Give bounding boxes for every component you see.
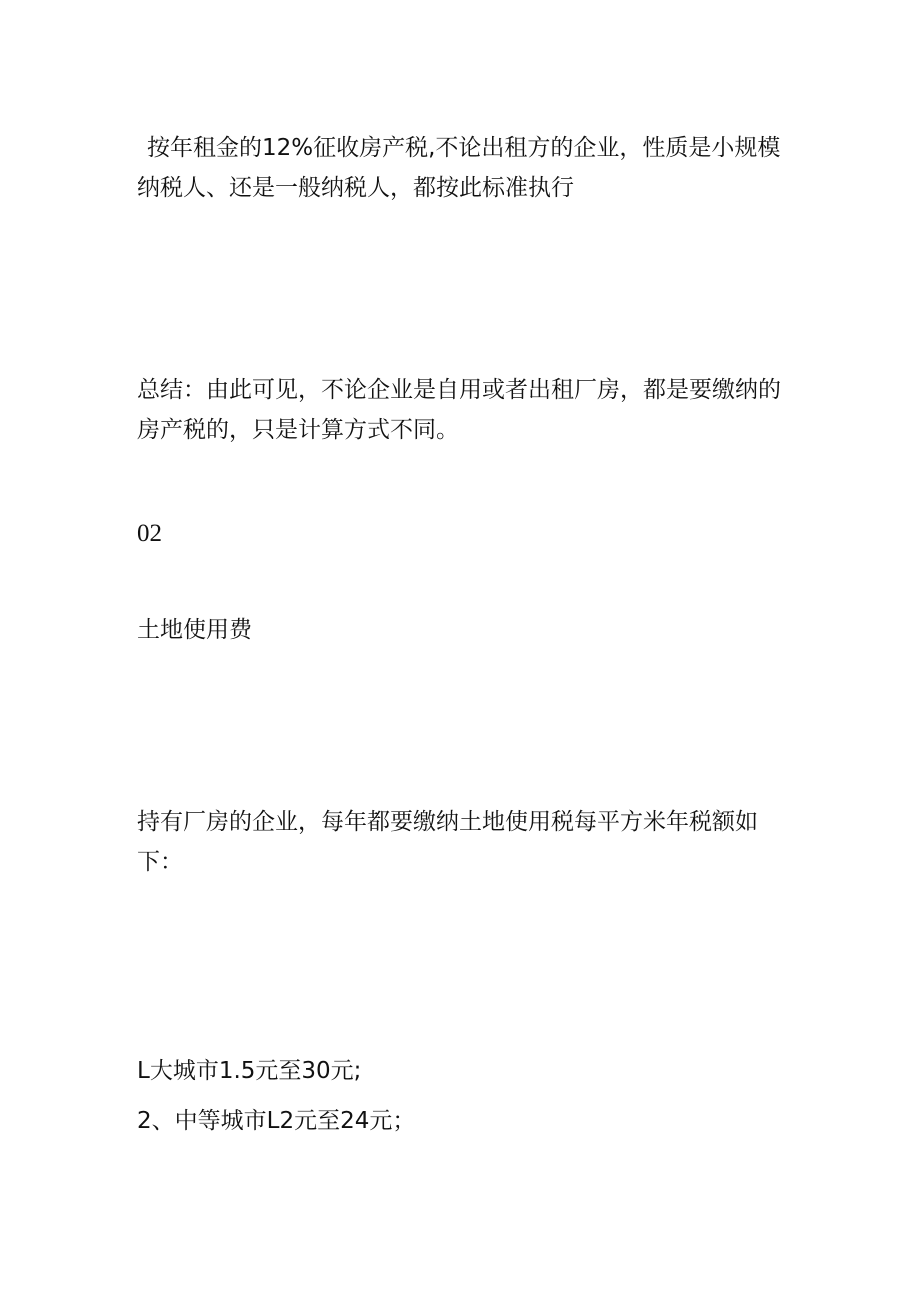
- section-title: 土地使用费: [137, 617, 252, 643]
- paragraph-land-use-tax: 持有厂房的企业，每年都要缴纳土地使用税每平方米年税额如下：: [137, 809, 758, 875]
- paragraph-summary: 总结：由此可见，不论企业是自用或者出租厂房，都是要缴纳的房产税的，只是计算方式不同。: [137, 377, 781, 443]
- list-item: 2、中等城市L2元至24元；: [137, 1108, 416, 1134]
- tax-rate-list: [137, 1046, 797, 1146]
- section-number: 02: [137, 520, 162, 547]
- list-item: L大城市1.5元至30元;: [137, 1058, 362, 1084]
- paragraph-rental-tax: 按年租金的12%征收房产税,不论出租方的企业，性质是小规模纳税人、还是一般纳税人，都按此标准执行: [137, 135, 781, 201]
